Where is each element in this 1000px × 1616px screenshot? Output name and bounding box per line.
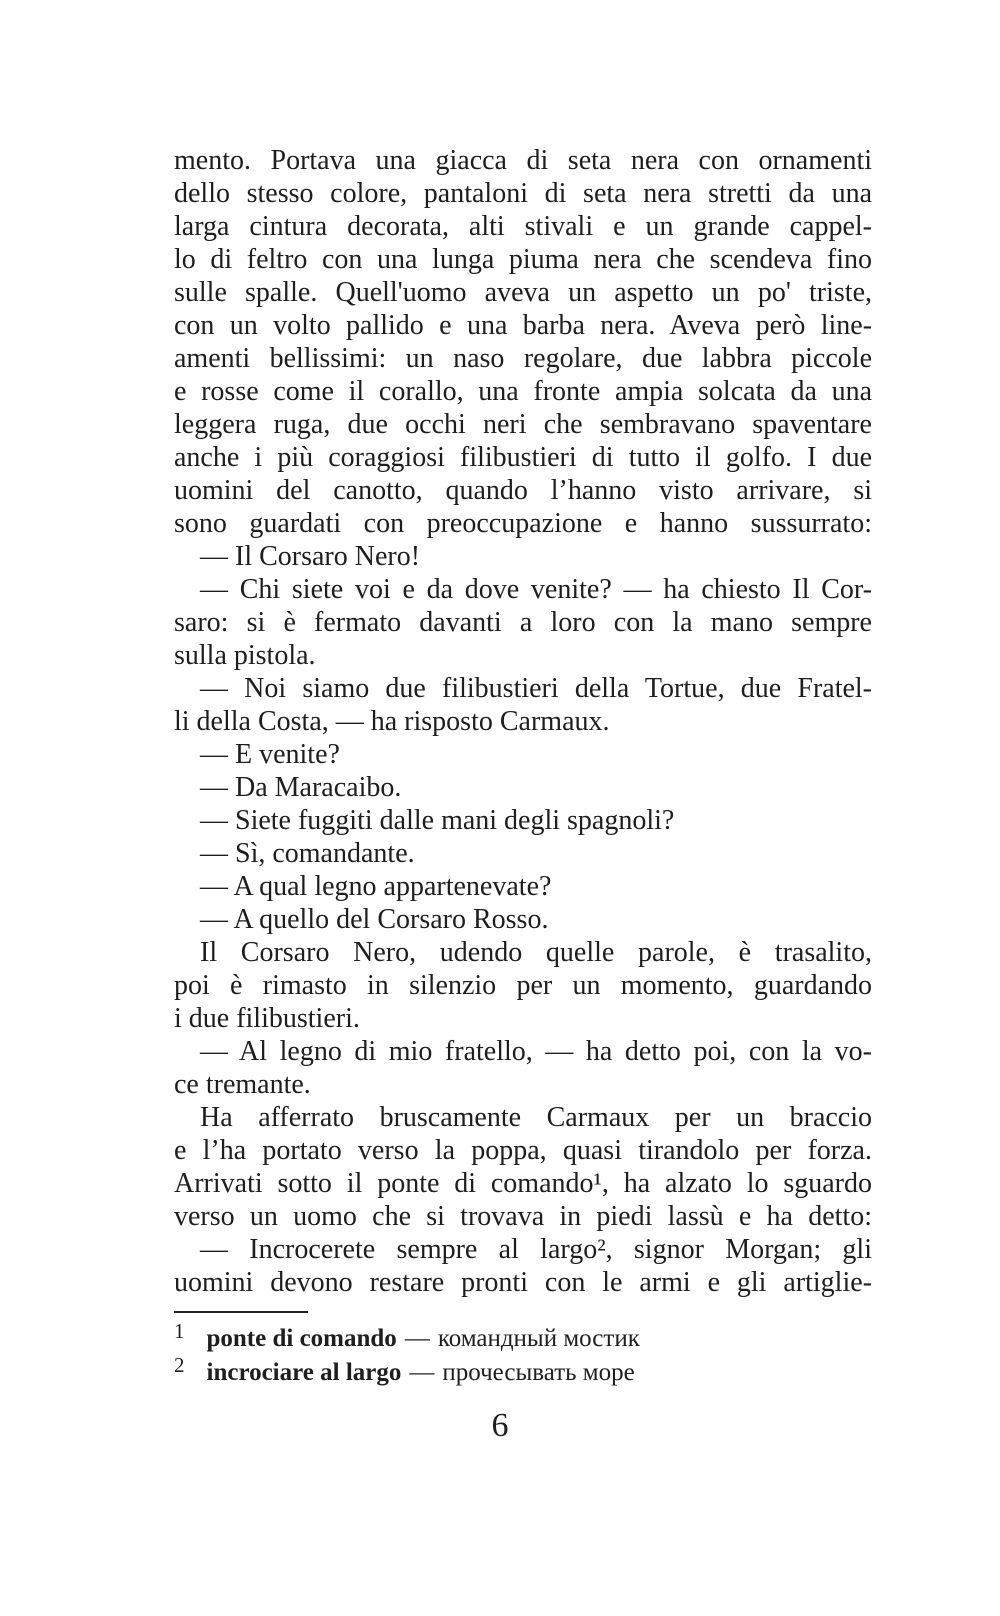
footnote-separator-rule [174,1311,308,1313]
text-line: Ha afferrato bruscamente Carmaux per un braccio [200,1102,872,1133]
text-line: sono guardati con preoccupazione e hanno sussurrato: [174,508,872,539]
footnote-translation: прочесывать море [442,1359,635,1386]
text-line: Il Corsaro Nero, udendo quelle parole, è trasalito, [200,937,872,968]
text-line: — A quello del Corsaro Rosso. [200,904,549,935]
text-line: saro: si è fermato davanti a loro con la mano sempre [174,607,872,638]
footnote-translation: командный мостик [437,1325,640,1352]
footnote-dash: — [409,1359,435,1386]
text-line: verso un uomo che si trovava in piedi lassù e ha detto: [174,1201,872,1232]
text-line: — Noi siamo due filibustieri della Tortue, due Fratel- [200,673,872,704]
footnote-term: incrociare al largo [206,1359,402,1386]
text-line: mento. Portava una giacca di seta nera con ornamenti [174,145,872,176]
text-line: con un volto pallido e una barba nera. Aveva però line- [174,310,872,341]
footnote [174,1353,872,1390]
text-line: — Chi siete voi e da dove venite? — ha chiesto Il Cor- [200,574,872,605]
text-line: sulle spalle. Quell'uomo aveva un aspetto un po' triste, [174,277,872,308]
text-line: leggera ruga, due occhi neri che sembravano spaventare [174,409,872,440]
text-line: ce tremante. [174,1069,311,1100]
text-line: — Incrocerete sempre al largo², signor Morgan; gli [200,1234,872,1265]
text-line: — Sì, comandante. [200,838,415,869]
text-line: li della Costa, — ha risposto Carmaux. [174,706,610,737]
text-line: — Il Corsaro Nero! [200,541,421,572]
text-line: anche i più coraggiosi filibustieri di tutto il golfo. I due [174,442,872,473]
text-line: — E venite? [200,739,340,770]
text-line: amenti bellissimi: un naso regolare, due labbra piccole [174,343,872,374]
text-line: uomini devono restare pronti con le armi e gli artiglie- [174,1267,872,1298]
page-text [174,144,872,1299]
text-line: lo di feltro con una lunga piuma nera che scendeva fino [174,244,872,275]
text-line: — A qual legno appartenevate? [200,871,552,902]
text-line: larga cintura decorata, alti stivali e un grande cappel- [174,211,872,242]
footnote-dash: — [404,1325,430,1352]
text-line: uomini del canotto, quando l’hanno visto arrivare, si [174,475,872,506]
text-line: poi è rimasto in silenzio per un momento, guardando [174,970,872,1001]
text-line: sulla pistola. [174,640,316,671]
text-line: e l’ha portato verso la poppa, quasi tirandolo per forza. [174,1135,872,1166]
text-line: Arrivati sotto il ponte di comando¹, ha alzato lo sguardo [174,1168,872,1199]
footnote-term: ponte di comando [206,1325,397,1352]
page-number: 6 [491,1407,509,1444]
footnotes [174,1319,872,1390]
text-line: — Siete fuggiti dalle mani degli spagnoli? [200,805,675,836]
text-line: — Al legno di mio fratello, — ha detto poi, con la vo- [200,1036,872,1067]
text-line: — Da Maracaibo. [200,772,402,803]
footnote-marker: 1 [174,1319,185,1343]
text-line: i due filibustieri. [174,1003,360,1034]
footnote [174,1319,872,1356]
footnote-marker: 2 [174,1353,185,1377]
text-line: dello stesso colore, pantaloni di seta nera stretti da una [174,178,872,209]
text-line: e rosse come il corallo, una fronte ampia solcata da una [174,376,872,407]
